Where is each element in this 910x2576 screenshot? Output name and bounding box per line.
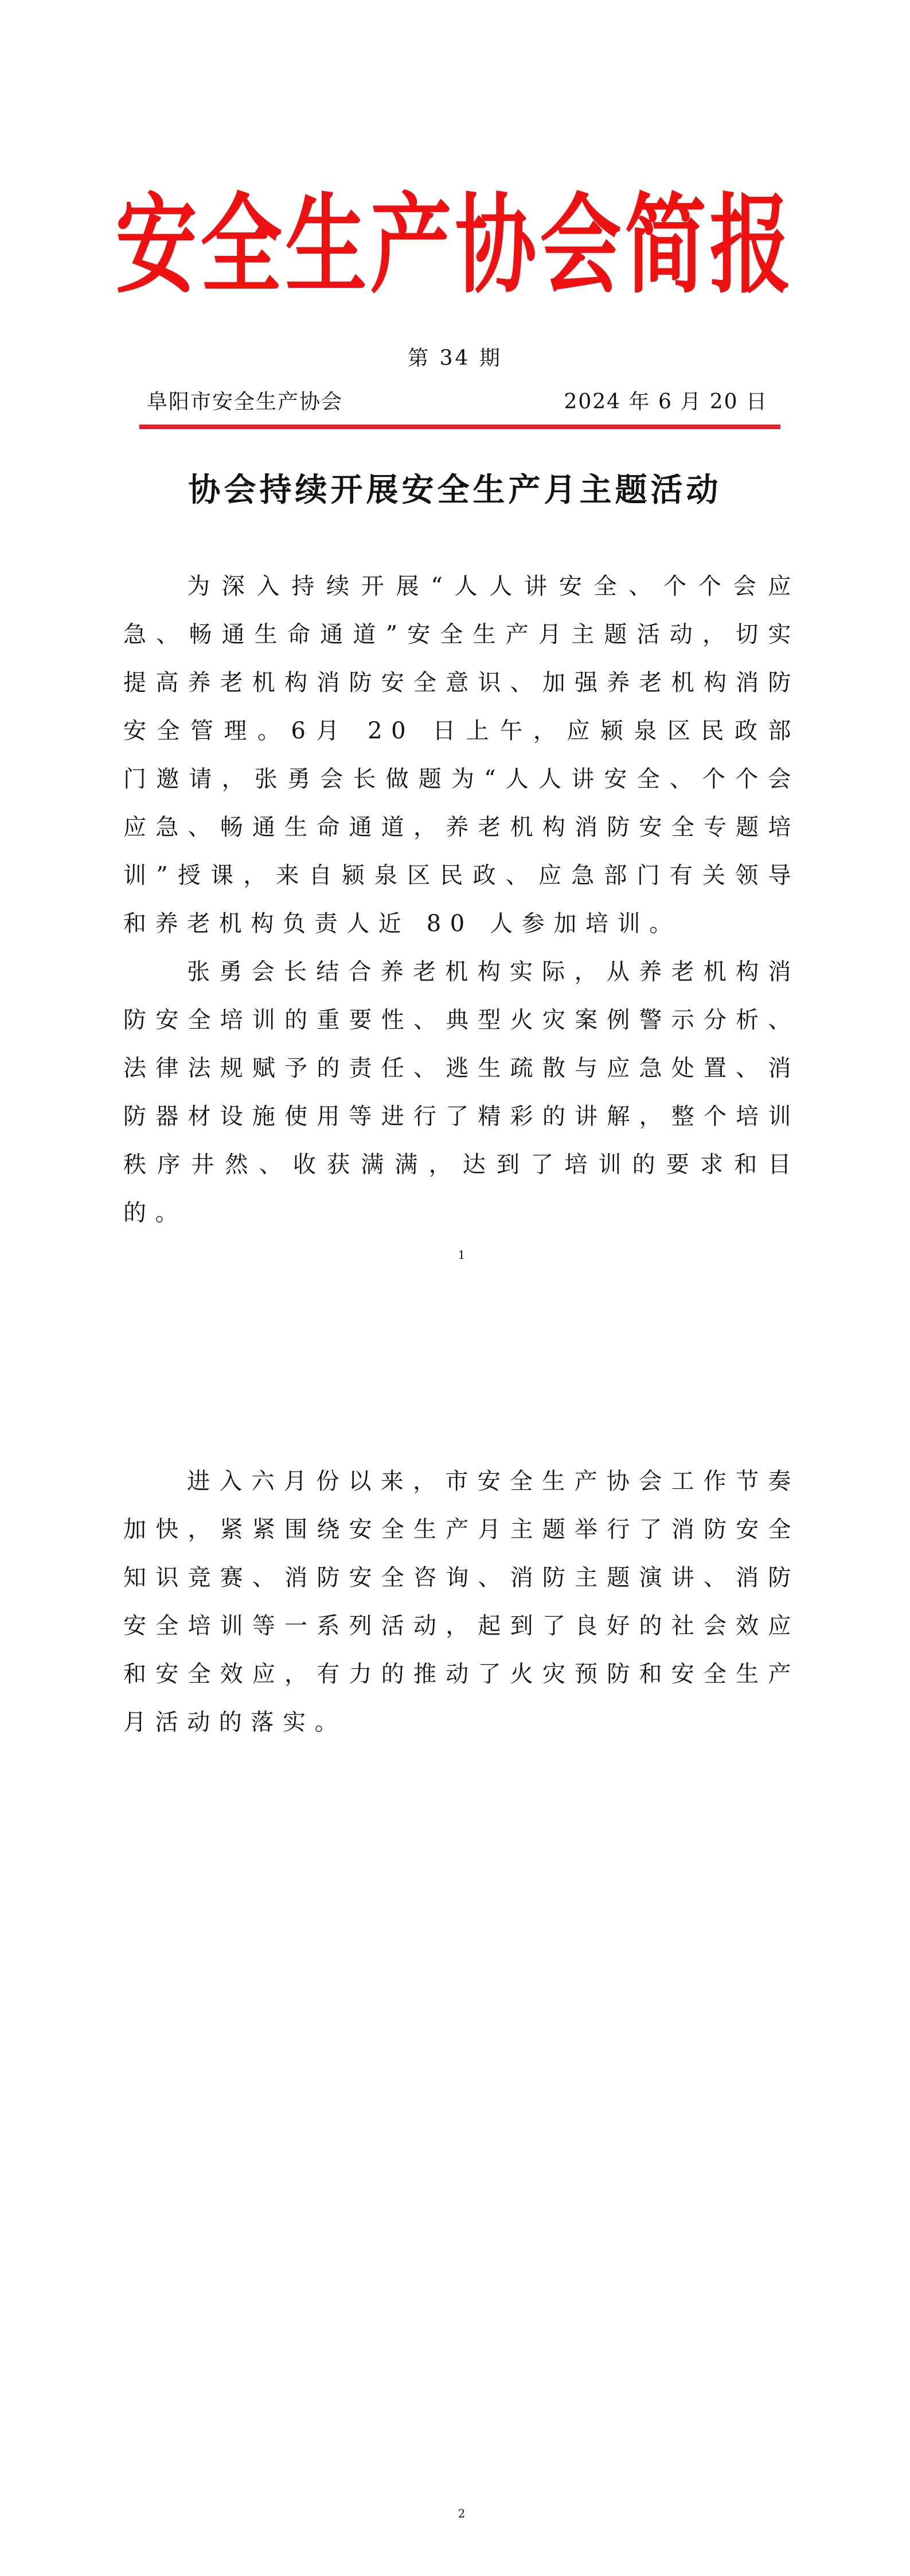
- page-number-1: 1: [458, 1248, 466, 1262]
- red-divider: [139, 425, 780, 429]
- issue-number: 第 34 期: [408, 347, 502, 370]
- page-number-2: 2: [458, 2507, 466, 2520]
- page-1-body: [123, 562, 800, 1263]
- article-heading: 协会持续开展安全生产月主题活动: [188, 471, 722, 509]
- publisher: 阜阳市安全生产协会: [147, 390, 343, 414]
- publish-date: 2024 年 6 月 20 日: [564, 390, 768, 414]
- paragraph-1: 为深入持续开展“人人讲安全、个个会应急、畅通生命通道”安全生产月主题活动，切实提高养老机构消防安全意识、加强养老机构消防安全管理。6月 20 日上午，应颍泉区民政部门邀请，张勇会长做题为“人人讲安全、个个会应急、畅通生命通道，养老机构消防安全专题培训”授课，来自颍泉区民政、应急部门有关领导和养老机构负责人近 80 人参加培训。: [123, 573, 800, 937]
- paragraph-3: 进入六月份以来，市安全生产协会工作节奏加快，紧紧围绕安全生产月主题举行了消防安全知识竞赛、消防安全咨询、消防主题演讲、消防安全培训等一系列活动，起到了良好的社会效应和安全效应，有力的推动了火灾预防和安全生产月活动的落实。: [123, 1468, 800, 1736]
- paragraph-2: 张勇会长结合养老机构实际，从养老机构消防安全培训的重要性、典型火灾案例警示分析、法律法规赋予的责任、逃生疏散与应急处置、消防器材设施使用等进行了精彩的讲解，整个培训秩序井然、收获满满，达到了培训的要求和目的。: [123, 959, 800, 1226]
- masthead-title: 安全生产协会简报: [115, 183, 795, 309]
- page-2-body: [123, 1457, 800, 2522]
